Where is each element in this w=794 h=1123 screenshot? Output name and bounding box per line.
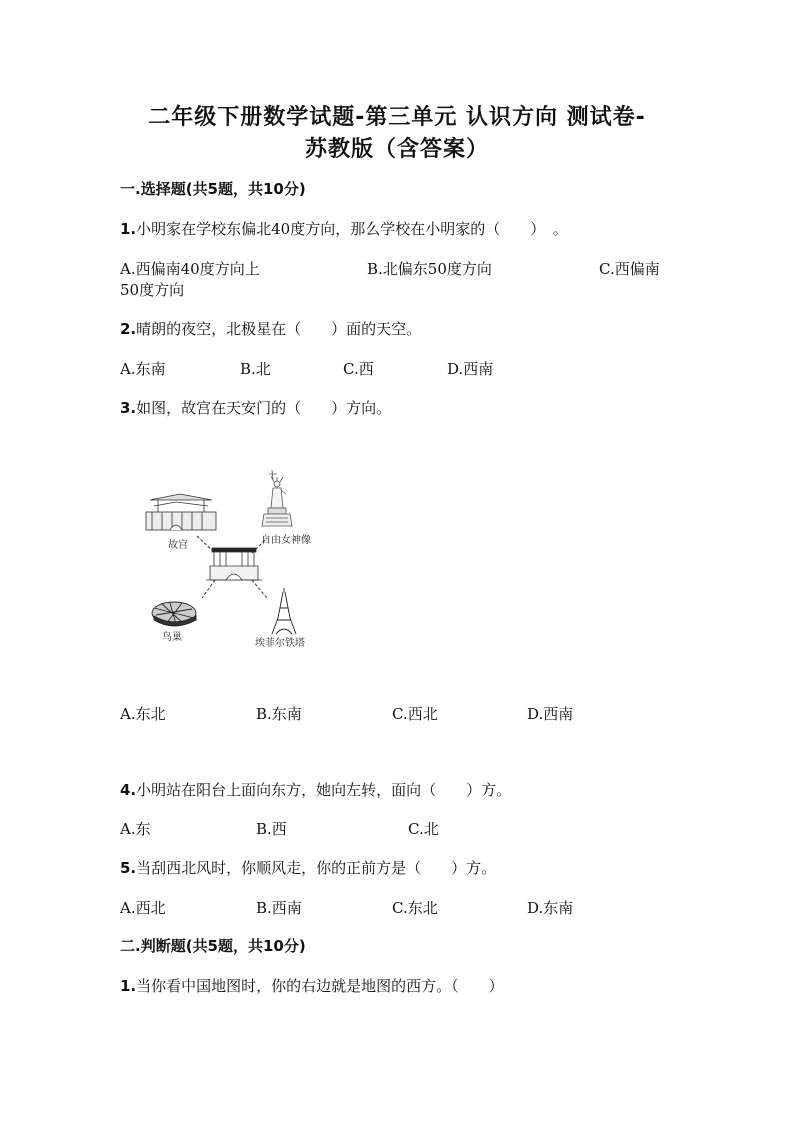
q5-option-b: B.西南 [256, 899, 302, 917]
forbidden-city-icon [146, 494, 216, 530]
eiffel-tower-icon [272, 588, 296, 634]
line-to-eiffel [252, 580, 267, 598]
section-heading-choice: 一.选择题(共5题，共10分) [120, 180, 306, 198]
q2-option-c: C.西 [343, 360, 374, 378]
question-text: 小明站在阳台上面向东方，她向左转，面向（ ）方。 [136, 781, 512, 799]
question-1 [120, 218, 568, 239]
q3-option-a: A.东北 [120, 705, 166, 723]
eiffel-label: 埃菲尔铁塔 [255, 638, 305, 649]
nest-label: 鸟巢 [162, 632, 182, 643]
birds-nest-icon [152, 602, 196, 626]
question-2 [120, 318, 421, 339]
question-text: 如图，故宫在天安门的（ ）方向。 [136, 399, 392, 417]
direction-diagram [140, 468, 330, 658]
question-text: 当刮西北风时，你顺风走，你的正前方是（ ）方。 [136, 859, 497, 877]
question-text: 当你看中国地图时，你的右边就是地图的西方。（ ） [136, 977, 504, 995]
question-4 [120, 779, 511, 800]
question-number: 5. [120, 859, 137, 877]
q2-option-a: A.东南 [120, 360, 166, 378]
question-number: 4. [120, 781, 137, 799]
q1-option-a: A.西偏南40度方向上 [120, 260, 260, 278]
q3-option-c: C.西北 [392, 705, 438, 723]
q4-option-c: C.北 [408, 820, 439, 838]
section-heading-judgement: 二.判断题(共5题，共10分) [120, 937, 306, 955]
tiananmen-icon [206, 548, 262, 580]
question-3 [120, 397, 391, 418]
judgement-1 [120, 975, 504, 996]
page-title-line-1: 二年级下册数学试题-第三单元 认识方向 测试卷- [148, 105, 646, 130]
page-title-line-2: 苏教版（含答案） [304, 137, 489, 162]
q5-option-a: A.西北 [120, 899, 166, 917]
palace-label: 故宫 [168, 540, 188, 551]
q5-option-c: C.东北 [392, 899, 438, 917]
q5-option-d: D.东南 [527, 899, 574, 917]
line-to-nest [202, 580, 215, 598]
question-number: 3. [120, 399, 137, 417]
question-number: 1. [120, 977, 137, 995]
q3-option-d: D.西南 [527, 705, 574, 723]
q2-option-d: D.西南 [447, 360, 494, 378]
question-text: 小明家在学校东偏北40度方向，那么学校在小明家的（ ） 。 [136, 220, 568, 238]
q4-option-a: A.东 [120, 820, 151, 838]
question-number: 1. [120, 220, 137, 238]
q2-option-b: B.北 [240, 360, 271, 378]
q1-option-c-continued: 50度方向 [120, 281, 185, 299]
q4-option-b: B.西 [256, 820, 287, 838]
direction-figure [140, 468, 330, 658]
q1-option-b: B.北偏东50度方向 [367, 260, 492, 278]
liberty-label: 自由女神像 [261, 535, 311, 546]
q3-option-b: B.东南 [256, 705, 302, 723]
q1-option-c: C.西偏南 [599, 260, 660, 278]
question-5 [120, 857, 496, 878]
question-text: 晴朗的夜空，北极星在（ ）面的天空。 [136, 320, 422, 338]
statue-of-liberty-icon [262, 470, 292, 526]
question-number: 2. [120, 320, 137, 338]
